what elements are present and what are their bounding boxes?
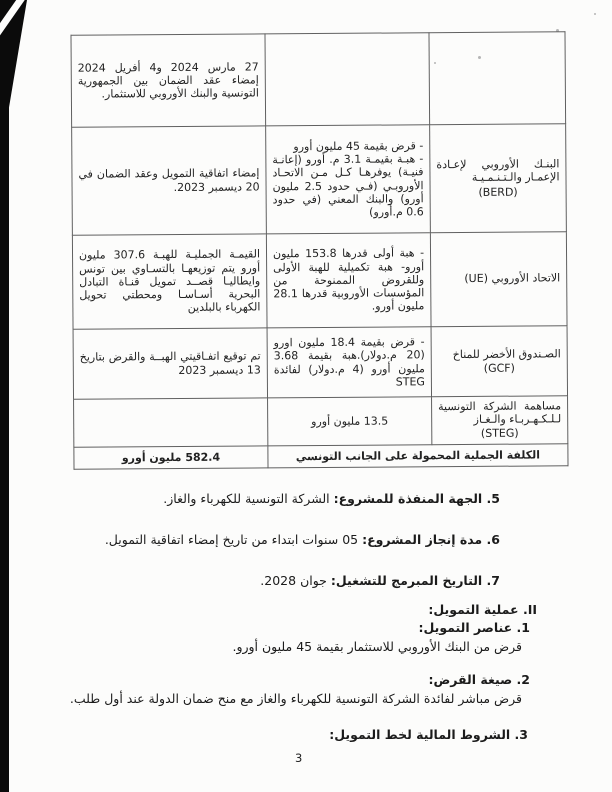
table-row-total [74, 443, 568, 468]
entity-code-berd: (BERD) [478, 185, 518, 199]
section-2-heading [428, 601, 537, 618]
cell-notes-gcf: تم توقيع اتفـاقيتي الهبــة والقرض بتاريخ 13 ديسمبر 2023 [73, 328, 267, 399]
section-2-3-title: الشروط المالية لخط التمويل: [329, 727, 511, 742]
cell-notes-berd: إمضاء اتفاقية التمويل وعقد الضمان في 20 ديسمبر 2023. [72, 126, 267, 235]
table-row-eib [71, 32, 566, 127]
item-6-label [362, 532, 500, 547]
table-row-berd [72, 124, 567, 235]
item-7-line [260, 572, 500, 589]
table-row-steg [74, 396, 568, 447]
section-2-1-text [232, 638, 522, 655]
entity-code-ue [437, 286, 560, 287]
cell-details-steg: 13.5 مليون أورو [268, 397, 432, 446]
page-number: 3 [295, 751, 303, 765]
item-7-text: جوان 2028. [260, 573, 327, 588]
section-2-2-title: صيغة القرض: [428, 672, 513, 687]
section-2-label [428, 602, 537, 617]
cell-entity-berd [430, 124, 567, 233]
cell-entity-steg [432, 396, 568, 445]
cell-entity-gcf [431, 326, 567, 397]
item-6-line [105, 531, 500, 548]
section-2-2-label [428, 672, 530, 687]
item-5-line [163, 490, 500, 507]
item-6-title: مدة إنجاز المشروع: [362, 532, 483, 547]
financing-table [70, 31, 568, 469]
cell-entity-empty [429, 32, 566, 125]
item-5-title: الجهة المنفذة للمشروع: [333, 491, 483, 506]
table-row-ue [72, 232, 567, 329]
cell-total-label: الكلفة الجملية المحمولة على الجانب التونسي [268, 443, 568, 467]
section-2-2-heading [428, 671, 530, 688]
section-2-1-num: 1. [516, 620, 530, 635]
section-2-3-num: 3. [514, 727, 528, 742]
section-2-1-title: عناصر التمويل: [418, 620, 513, 635]
scan-artifact-left-band [0, 0, 9, 792]
table-row-gcf [73, 326, 567, 399]
item-7-title: التاريخ المبرمج للتشغيل: [330, 573, 483, 588]
section-2-1-paragraph: قرض من البنك الأوروبي للاستثمار بقيمة 45 مليون أورو. [232, 639, 522, 654]
section-2-1-label [418, 620, 530, 635]
item-6-num: 6. [486, 532, 500, 547]
scan-speck [594, 13, 596, 15]
entity-name-steg: مساهمة الشركة التونسية لـلـكـهـربـاء والـغـاز [438, 399, 562, 427]
item-5-text: الشركة التونسية للكهرباء والغاز. [163, 491, 330, 506]
cell-notes-steg-empty [74, 398, 268, 447]
item-6-text: 05 سنوات ابتداء من تاريخ إمضاء اتفاقية التمويل. [104, 532, 359, 547]
section-2-2-text [70, 690, 522, 707]
cell-notes-eib-guarantee: 27 مارس 2024 و4 أفريل 2024 إمضاء عقد الضمان بين الجمهورية التونسية والبنك الأوروبي للاستثمار. [71, 34, 266, 127]
entity-code-gcf: (GCF) [483, 361, 515, 375]
section-2-num: II. [522, 602, 537, 617]
entity-name-gcf: الصـندوق الأخضر للمناخ [452, 347, 561, 361]
cell-details-berd: - قرض بقيمة 45 مليون أورو - هبـة بقيمـة 3.1 م. أورو (إعانـة فنيـة) يوفرهـا كـل مـن الاتحـاد الأوروبـي (فـي حدود 2.5 مليون أورو) والبنك المعني (في حدود 0.6 م.أورو) [266, 125, 431, 234]
item-5-label [334, 491, 500, 506]
item-7-label [331, 573, 500, 588]
cell-total-value: 582.4 مليون أورو [74, 445, 268, 468]
cell-details-ue: - هبة أولى قدرها 153.8 مليون أورو- هبة تكميلية للهبة الأولى وللقروض الممنوحة من المؤسسات الأوروبية قدرها 28.1 مليون أورو. [266, 233, 431, 328]
item-7-num: 7. [486, 573, 500, 588]
entity-name-berd: البنـك الأوروبي لإعـادة الإعمـار والـتـنـمـيـة [436, 157, 560, 185]
section-2-2-num: 2. [516, 672, 530, 687]
cell-notes-ue: القيمـة الجمليـة للهبـة 307.6 مليون أورو يتم توزيعهـا بالتسـاوي بين تونس وايطاليـا قصــد تمويل قنـاة التبادل البحرية أسـاسـا ومحطتي تحويل الكهرباء بالبلدين [72, 234, 267, 329]
entity-name-ue: الاتحاد الأوروبي (UE) [464, 271, 561, 286]
section-2-3-heading [329, 726, 528, 743]
cell-details-gcf: - قرض بقيمة 18.4 مليون اورو (20 م.دولار).هبة بقيمة 3.68 مليون أورو (4 م.دولار) لفائدة STEG [267, 327, 431, 398]
section-2-3-label [329, 727, 528, 742]
cell-entity-ue [430, 232, 567, 327]
entity-code-steg: (STEG) [480, 427, 519, 441]
cell-details-empty [265, 33, 430, 126]
item-5-num: 5. [486, 491, 500, 506]
section-2-title: عملية التمويل: [428, 602, 519, 617]
section-2-1-heading [418, 619, 530, 636]
section-2-2-paragraph: قرض مباشر لفائدة الشركة التونسية للكهرباء والغاز مع منح ضمان الدولة عند أول طلب. [69, 691, 522, 706]
